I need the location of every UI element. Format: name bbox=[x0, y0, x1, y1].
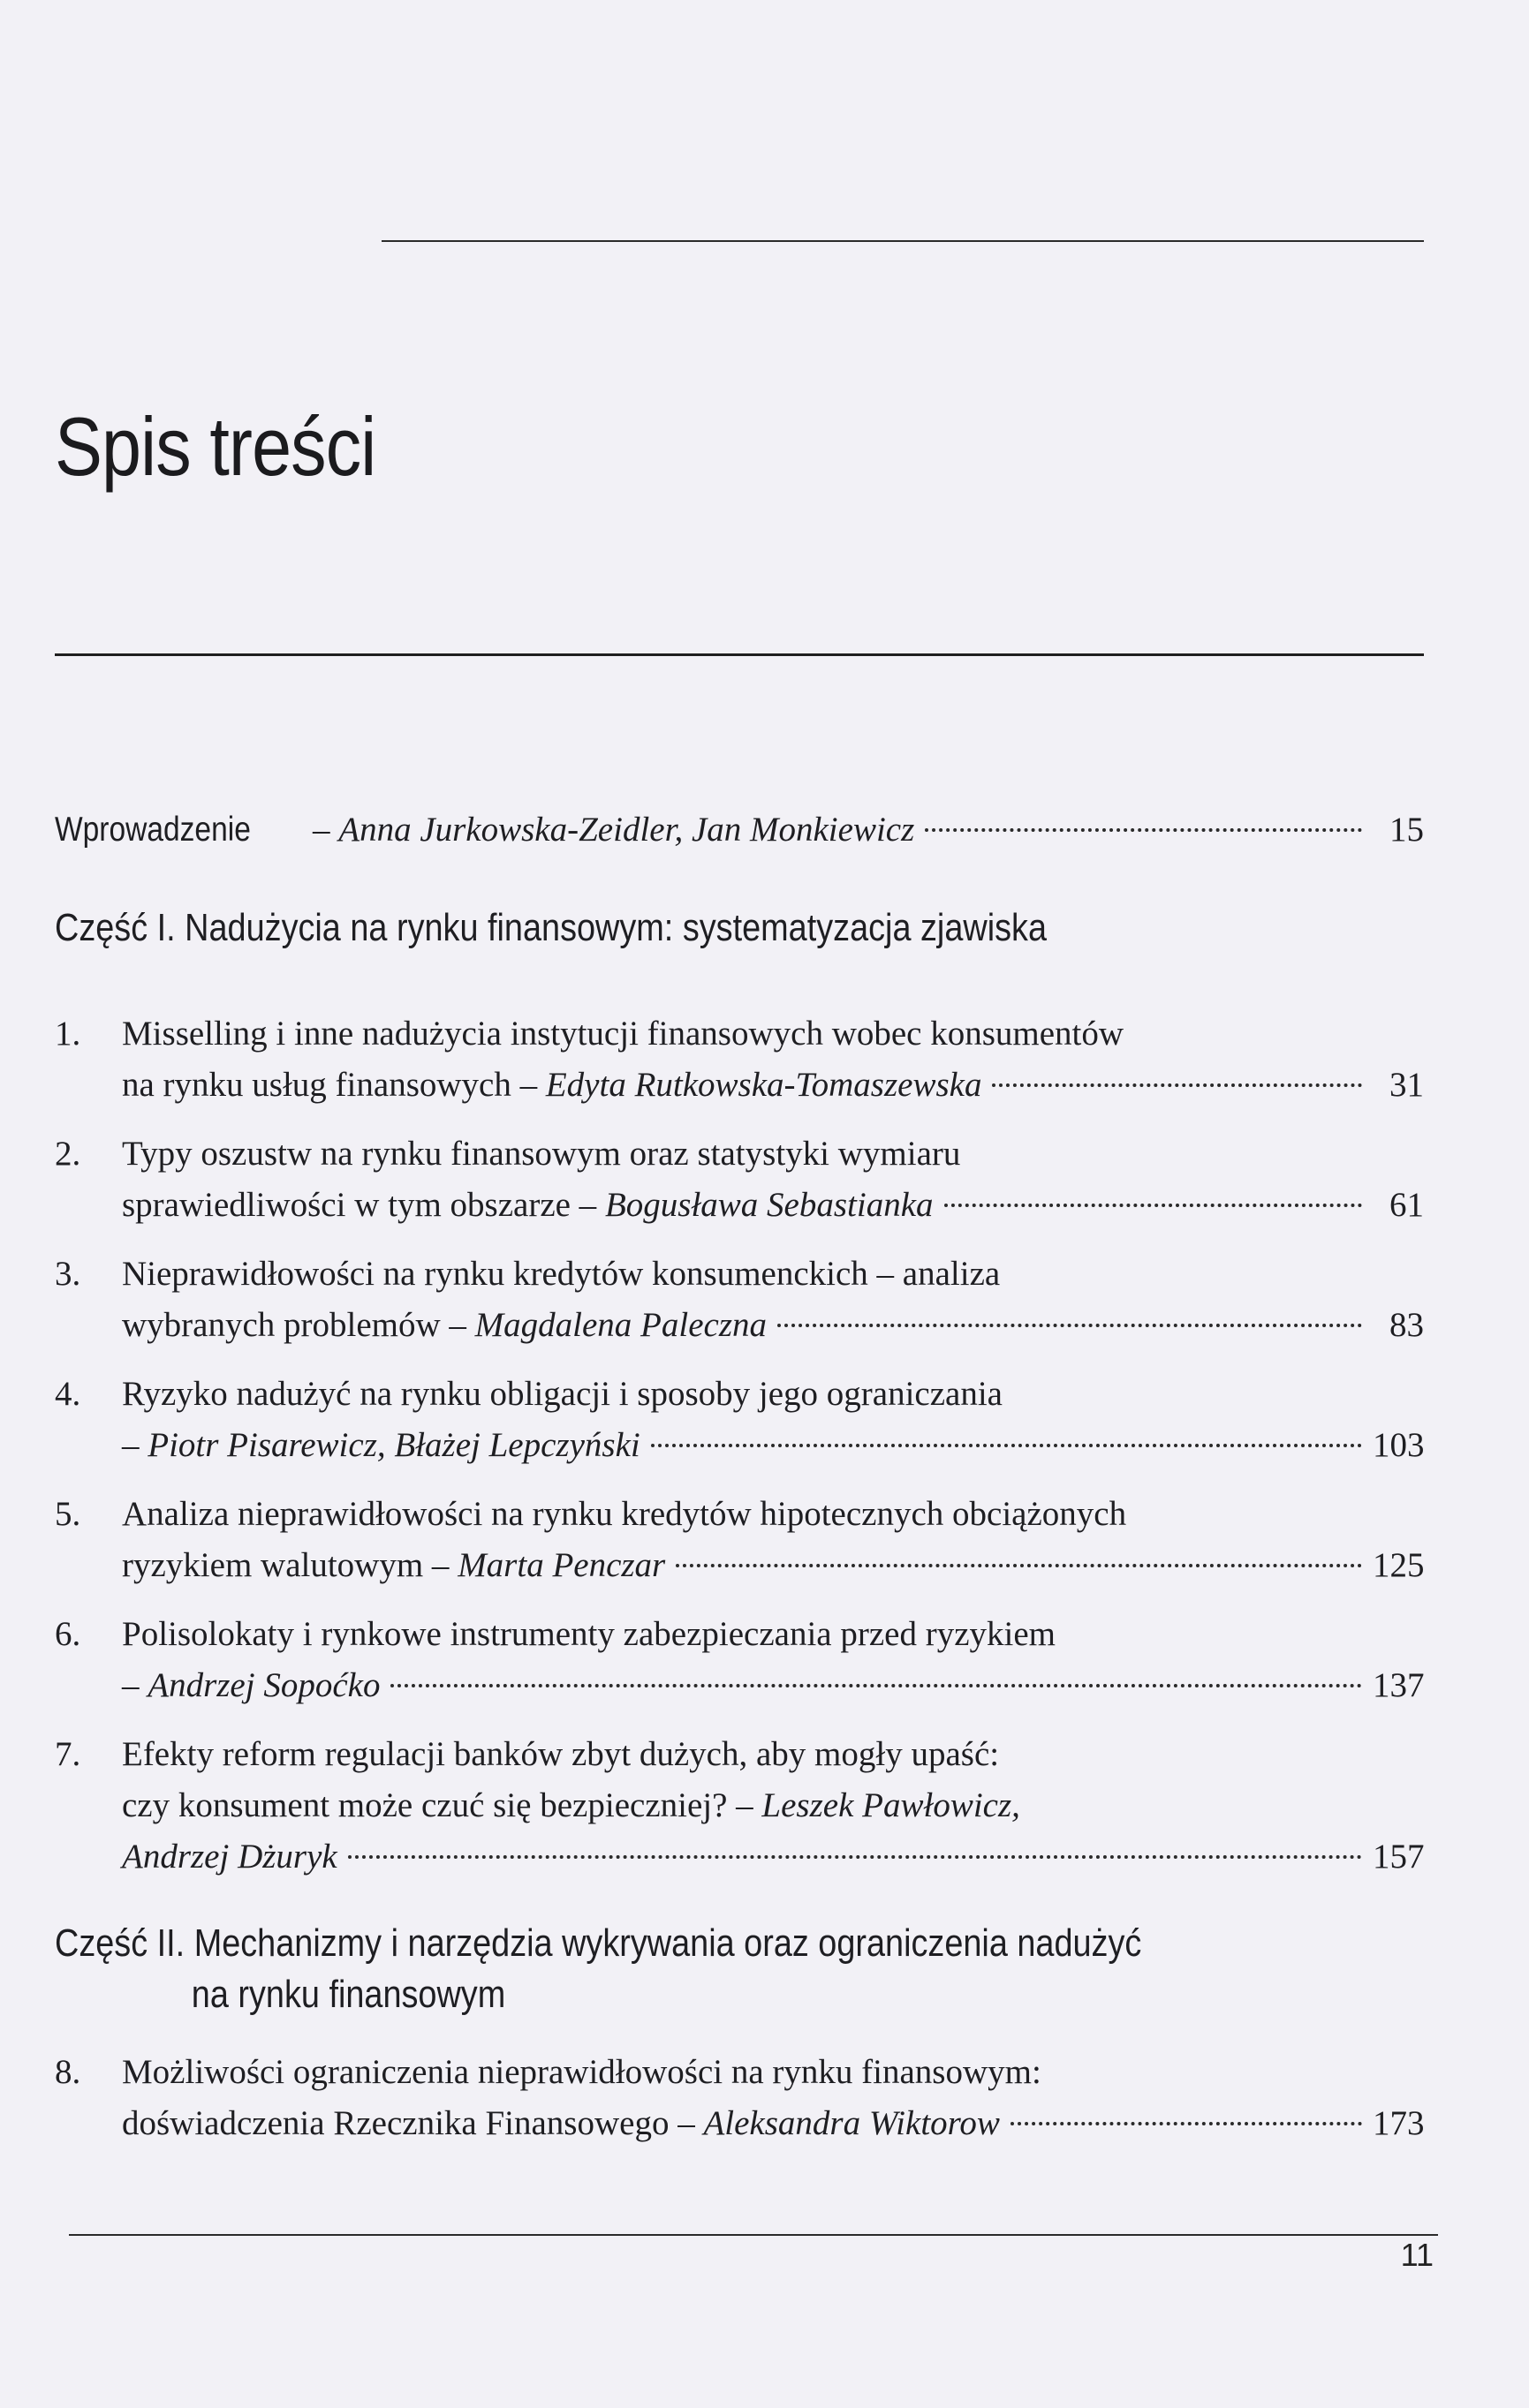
entry-title: Typy oszustw na rynku finansowym oraz statystyki wymiaru bbox=[122, 1135, 961, 1173]
part-1-heading bbox=[55, 902, 1232, 954]
part-2-title-cont: na rynku finansowym bbox=[191, 1973, 506, 2016]
entry-number: 3. bbox=[55, 1255, 81, 1293]
entry-page: 83 bbox=[1389, 1306, 1424, 1344]
toc-entry-5[interactable] bbox=[55, 1489, 1424, 1591]
entry-title-cont: na rynku usług finansowych – bbox=[122, 1066, 538, 1104]
entry-page: 31 bbox=[1389, 1066, 1424, 1104]
entry-title-cont: wybranych problemów – bbox=[122, 1306, 466, 1344]
toc-entry-6[interactable] bbox=[55, 1609, 1424, 1711]
entry-author: Andrzej Sopoćko bbox=[148, 1666, 381, 1704]
entry-number: 6. bbox=[55, 1615, 81, 1653]
entry-title: Analiza nieprawidłowości na rynku kredytów hipotecznych obciążonych bbox=[122, 1495, 1127, 1533]
entry-number: 5. bbox=[55, 1495, 81, 1533]
entry-number: 7. bbox=[55, 1735, 81, 1773]
entry-title-cont: ryzykiem walutowym – bbox=[122, 1546, 450, 1584]
dot-leader bbox=[676, 1564, 1362, 1567]
intro-authors: Anna Jurkowska-Zeidler, Jan Monkiewicz bbox=[338, 811, 915, 849]
dot-leader bbox=[992, 1083, 1362, 1087]
entry-number: 8. bbox=[55, 2053, 81, 2091]
dot-leader bbox=[390, 1684, 1362, 1687]
entry-page: 173 bbox=[1373, 2104, 1425, 2142]
entry-author: Edyta Rutkowska-Tomaszewska bbox=[545, 1066, 982, 1104]
part-2-title: Część II. Mechanizmy i narzędzia wykrywania oraz ograniczenia nadużyć bbox=[55, 1921, 1142, 1965]
entry-title-cont: doświadczenia Rzecznika Finansowego – bbox=[122, 2104, 695, 2142]
entry-number: 4. bbox=[55, 1375, 81, 1413]
entry-title-cont: – bbox=[122, 1426, 140, 1464]
intro-page: 15 bbox=[1389, 811, 1424, 849]
entry-title-cont: czy konsument może czuć się bezpieczniej? – bbox=[122, 1786, 753, 1824]
entry-title-cont: – bbox=[122, 1666, 140, 1704]
entry-author: Marta Penczar bbox=[458, 1546, 666, 1584]
dot-leader bbox=[944, 1204, 1362, 1207]
toc-intro[interactable]: Wprowadzenie – Anna Jurkowska-Zeidler, Jan Monkiewicz 15 bbox=[55, 805, 1424, 855]
bottom-rule bbox=[69, 2234, 1438, 2236]
toc-entry-1[interactable] bbox=[55, 1008, 1424, 1111]
toc-entry-7[interactable] bbox=[55, 1729, 1424, 1883]
page-title: Spis treści bbox=[55, 400, 376, 493]
toc-entry-3[interactable] bbox=[55, 1249, 1424, 1351]
dot-leader bbox=[1011, 2122, 1362, 2125]
entry-number: 2. bbox=[55, 1135, 81, 1173]
entry-author: Leszek Pawłowicz, bbox=[761, 1786, 1020, 1824]
part-2-heading bbox=[55, 1918, 1232, 2020]
entry-page: 125 bbox=[1373, 1546, 1425, 1584]
entry-title: Ryzyko nadużyć na rynku obligacji i sposoby jego ograniczania bbox=[122, 1375, 1003, 1413]
entry-title: Możliwości ograniczenia nieprawidłowości na rynku finansowym: bbox=[122, 2053, 1041, 2091]
dot-leader bbox=[925, 828, 1362, 832]
toc-entry-4[interactable] bbox=[55, 1369, 1424, 1471]
toc-entry-8[interactable] bbox=[55, 2047, 1424, 2149]
entry-title: Efekty reform regulacji banków zbyt dużych, aby mogły upaść: bbox=[122, 1735, 1000, 1773]
page-number: 11 bbox=[1400, 2237, 1434, 2273]
toc-entry-2[interactable] bbox=[55, 1129, 1424, 1231]
entry-title: Polisolokaty i rynkowe instrumenty zabezpieczania przed ryzykiem bbox=[122, 1615, 1056, 1653]
entry-author: Magdalena Paleczna bbox=[474, 1306, 767, 1344]
entry-title-cont: sprawiedliwości w tym obszarze – bbox=[122, 1186, 597, 1224]
entry-author: Aleksandra Wiktorow bbox=[703, 2104, 1000, 2142]
entry-page: 103 bbox=[1373, 1426, 1425, 1464]
dot-leader bbox=[348, 1855, 1362, 1859]
part-1-title: Część I. Nadużycia na rynku finansowym: systematyzacja zjawiska bbox=[55, 906, 1047, 949]
entry-author: Piotr Pisarewicz, Błażej Lepczyński bbox=[148, 1426, 640, 1464]
dot-leader bbox=[651, 1444, 1362, 1447]
entry-author: Bogusława Sebastianka bbox=[604, 1186, 934, 1224]
entry-page: 61 bbox=[1389, 1186, 1424, 1224]
entry-title: Misselling i inne nadużycia instytucji finansowych wobec konsumentów bbox=[122, 1015, 1124, 1053]
dot-leader bbox=[777, 1324, 1362, 1327]
entry-title: Nieprawidłowości na rynku kredytów konsumenckich – analiza bbox=[122, 1255, 1001, 1293]
entry-number: 1. bbox=[55, 1015, 81, 1053]
entry-page: 157 bbox=[1373, 1838, 1425, 1876]
entry-page: 137 bbox=[1373, 1666, 1425, 1704]
intro-label: Wprowadzenie bbox=[55, 811, 251, 849]
entry-author-cont: Andrzej Dżuryk bbox=[122, 1838, 337, 1876]
